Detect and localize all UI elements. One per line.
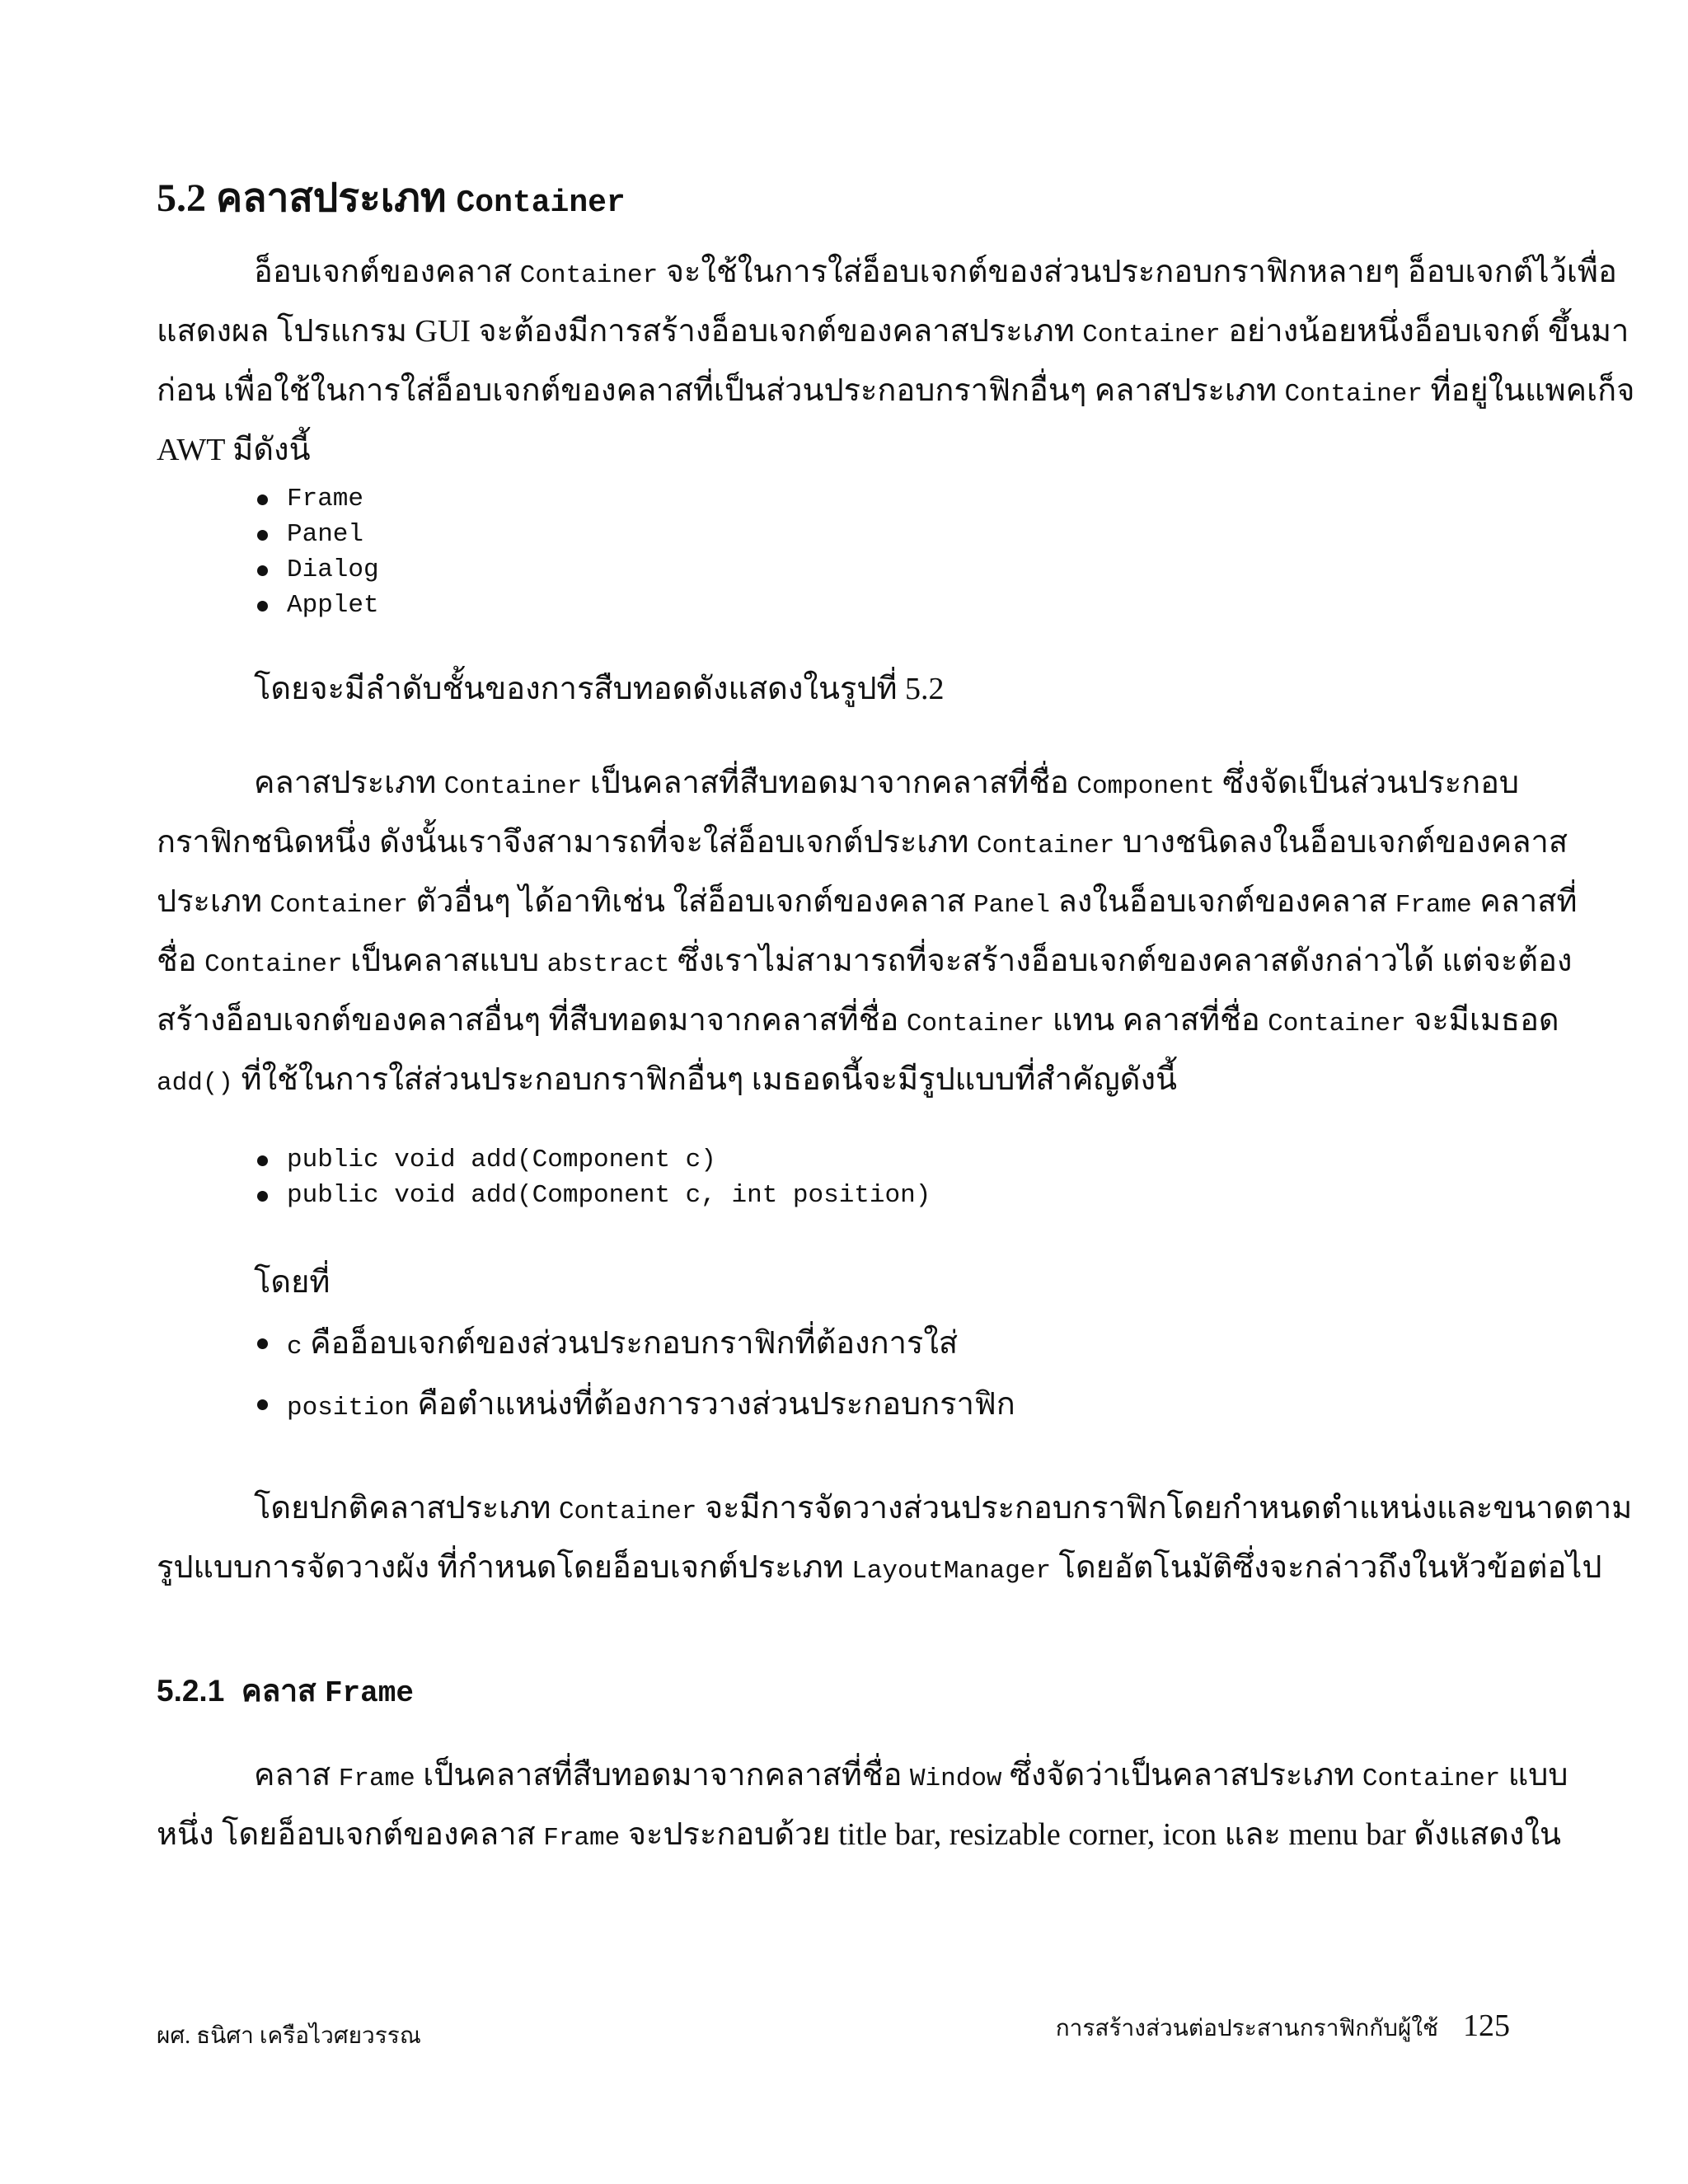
list-item-label: Applet xyxy=(287,591,379,620)
inline-code: Container xyxy=(519,261,659,290)
para2-line-1 xyxy=(254,758,1519,812)
text: เป็นคลาสที่สืบทอดมาจากคลาสที่ชื่อ xyxy=(415,1758,910,1793)
inline-code: Container xyxy=(976,832,1115,860)
subsection-heading-thai: คลาส xyxy=(241,1674,316,1708)
list-item xyxy=(254,1380,1015,1433)
bullet-icon xyxy=(257,601,268,612)
footer-right xyxy=(1056,2008,1510,2046)
inline-code: Container xyxy=(443,772,583,801)
where-label: โดยที่ xyxy=(254,1265,331,1300)
subsection-heading xyxy=(157,1666,414,1715)
list-item xyxy=(254,517,379,552)
text: เป็นคลาสที่สืบทอดมาจากคลาสที่ชื่อ xyxy=(582,766,1077,800)
bullet-icon xyxy=(257,1338,268,1349)
bullet-icon xyxy=(257,494,268,505)
bullet-icon xyxy=(257,1191,268,1202)
text: แสดงผล โปรแกรม GUI จะต้องมีการสร้างอ็อบเจกต์ของคลาสประเภท xyxy=(157,314,1083,349)
list-item xyxy=(254,1178,931,1213)
inline-code: Container xyxy=(906,1010,1045,1038)
inline-code: Container xyxy=(1284,380,1423,409)
section-heading-code: Container xyxy=(456,185,626,221)
text: คลาส xyxy=(254,1758,339,1793)
bullet-icon xyxy=(257,1399,268,1410)
intro-line-2 xyxy=(157,307,1629,360)
inline-code: Container xyxy=(1268,1010,1406,1038)
inline-code: Frame xyxy=(543,1824,621,1853)
text: ที่อยู่ในแพคเก็จ xyxy=(1422,373,1635,408)
text: สร้างอ็อบเจกต์ของคลาสอื่นๆ ที่สืบทอดมาจากคลาสที่ชื่อ xyxy=(157,1003,907,1038)
text: โดยปกติคลาสประเภท xyxy=(254,1491,559,1526)
inline-code: Component xyxy=(1076,772,1215,801)
method-list xyxy=(254,1142,931,1213)
intro-line-4: AWT มีดังนี้ xyxy=(157,433,311,467)
bullet-icon xyxy=(257,565,268,576)
text: กราฟิกชนิดหนึ่ง ดังนั้นเราจึงสามารถที่จะใส่อ็อบเจกต์ประเภท xyxy=(157,825,977,860)
para3-line-1 xyxy=(254,1483,1632,1537)
para2-line-3 xyxy=(157,877,1578,930)
text: จะใช้ในการใส่อ็อบเจกต์ของส่วนประกอบกราฟิกหลายๆ อ็อบเจกต์ไว้เพื่อ xyxy=(658,255,1617,289)
text: โดยอัตโนมัติซึ่งจะกล่าวถึงในหัวข้อต่อไป xyxy=(1051,1550,1602,1585)
text: เป็นคลาสแบบ xyxy=(342,944,547,978)
inline-code: c xyxy=(287,1333,302,1361)
intro-line-1 xyxy=(254,247,1617,301)
list-item xyxy=(254,588,379,623)
container-list xyxy=(254,481,379,623)
footer-book-title: การสร้างส่วนต่อประสานกราฟิกกับผู้ใช้ xyxy=(1055,2016,1438,2041)
text: คืออ็อบเจกต์ของส่วนประกอบกราฟิกที่ต้องการใส่ xyxy=(302,1326,959,1361)
method-signature: public void add(Component c, int position) xyxy=(287,1181,931,1210)
footer-author: ผศ. ธนิศา เครือไวศยวรรณ xyxy=(157,2023,421,2049)
text: ประเภท xyxy=(157,884,270,919)
list-item-label: Dialog xyxy=(287,555,379,584)
inline-code: Container xyxy=(1082,321,1221,349)
intro-line-3 xyxy=(157,366,1634,419)
text: จะประกอบด้วย title bar, resizable corner, icon และ menu bar ดังแสดงใน xyxy=(620,1817,1561,1852)
text: จะมีการจัดวางส่วนประกอบกราฟิกโดยกำหนดตำแหน่งและขนาดตาม xyxy=(696,1491,1633,1526)
section-number: 5.2 xyxy=(157,176,206,220)
inline-code: add() xyxy=(157,1069,234,1098)
inline-code: position xyxy=(287,1394,410,1422)
text: ที่ใช้ในการใส่ส่วนประกอบกราฟิกอื่นๆ เมธอดนี้จะมีรูปแบบที่สำคัญดังนี้ xyxy=(233,1062,1178,1097)
text: คลาสที่ xyxy=(1471,884,1578,919)
list-item xyxy=(254,552,379,588)
para2-line-4 xyxy=(157,936,1572,990)
text: ก่อน เพื่อใช้ในการใส่อ็อบเจกต์ของคลาสที่เป็นส่วนประกอบกราฟิกอื่นๆ คลาสประเภท xyxy=(157,373,1285,408)
para3-line-2 xyxy=(157,1543,1602,1596)
list-item xyxy=(254,481,379,517)
text: อย่างน้อยหนึ่งอ็อบเจกต์ ขึ้นมา xyxy=(1220,314,1629,349)
para4-line-1 xyxy=(254,1750,1568,1804)
method-signature: public void add(Component c) xyxy=(287,1146,716,1174)
text: ลงในอ็อบเจกต์ของคลาส xyxy=(1050,884,1395,919)
subsection-number: 5.2.1 xyxy=(157,1674,225,1708)
page-number: 125 xyxy=(1463,2008,1510,2043)
text: ซึ่งเราไม่สามารถที่จะสร้างอ็อบเจกต์ของคลาสดังกล่าวได้ แต่จะต้อง xyxy=(669,944,1573,978)
bullet-icon xyxy=(257,1155,268,1166)
bullet-icon xyxy=(257,530,268,541)
para4-line-2 xyxy=(157,1810,1561,1863)
text: ตัวอื่นๆ ได้อาทิเช่น ใส่อ็อบเจกต์ของคลาส xyxy=(407,884,973,919)
inline-code: Frame xyxy=(338,1765,415,1793)
text: ซึ่งจัดว่าเป็นคลาสประเภท xyxy=(1001,1758,1362,1793)
hierarchy-text: โดยจะมีลำดับชั้นของการสืบทอดดังแสดงในรูปที่ 5.2 xyxy=(254,672,945,706)
text: ซึ่งจัดเป็นส่วนประกอบ xyxy=(1214,766,1520,800)
text: จะมีเมธอด xyxy=(1405,1003,1559,1038)
inline-code: Frame xyxy=(1395,891,1472,920)
subsection-heading-code: Frame xyxy=(324,1676,414,1710)
text: คลาสประเภท xyxy=(254,766,444,800)
list-item-label: Panel xyxy=(287,520,364,549)
inline-code: Container xyxy=(1362,1765,1501,1793)
para2-line-6 xyxy=(157,1055,1177,1108)
inline-code: Panel xyxy=(973,891,1051,920)
text: แบบ xyxy=(1500,1758,1568,1793)
para2-line-5 xyxy=(157,996,1559,1049)
text: อ็อบเจกต์ของคลาส xyxy=(254,255,520,289)
text: บางชนิดลงในอ็อบเจกต์ของคลาส xyxy=(1114,825,1568,860)
inline-code: Container xyxy=(270,891,408,920)
text: ชื่อ xyxy=(157,944,205,978)
inline-code: Container xyxy=(204,950,343,979)
text: รูปแบบการจัดวางผัง ที่กำหนดโดยอ็อบเจกต์ประเภท xyxy=(157,1550,852,1585)
list-item xyxy=(254,1142,931,1178)
para2-line-2 xyxy=(157,818,1568,871)
list-item-label: Frame xyxy=(287,485,364,513)
inline-code: Container xyxy=(558,1497,697,1526)
text: หนึ่ง โดยอ็อบเจกต์ของคลาส xyxy=(157,1817,544,1852)
inline-code: abstract xyxy=(546,950,670,979)
inline-code: LayoutManager xyxy=(851,1557,1052,1586)
inline-code: Window xyxy=(909,1765,1002,1793)
list-item xyxy=(254,1319,958,1372)
text: แทน คลาสที่ชื่อ xyxy=(1044,1003,1268,1038)
section-heading-thai: คลาสประเภท xyxy=(216,176,447,220)
text: คือตำแหน่งที่ต้องการวางส่วนประกอบกราฟิก xyxy=(409,1387,1015,1422)
section-heading xyxy=(157,166,626,229)
